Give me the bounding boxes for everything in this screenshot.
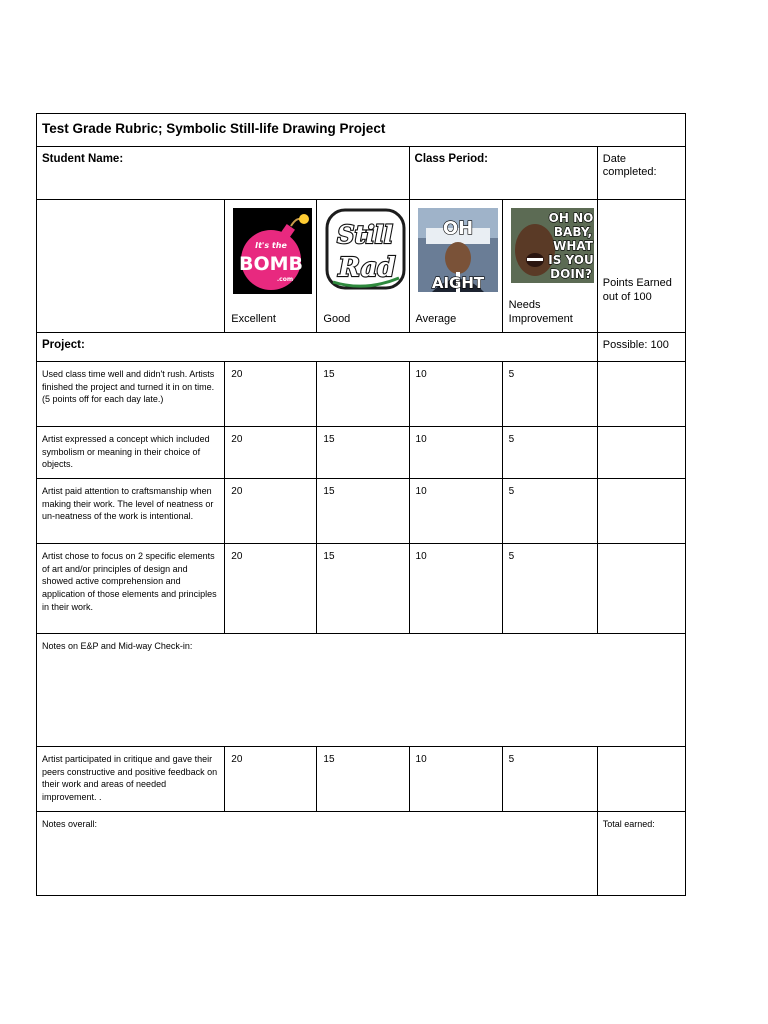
points-header-cell [597, 200, 685, 333]
oh-no-baby-meme [511, 208, 594, 287]
svg-text:OH NO: OH NO [548, 211, 593, 225]
still-rad-sticker [325, 208, 406, 294]
possible-label: Possible: 100 [597, 333, 685, 362]
points-earned-cell[interactable] [597, 544, 685, 634]
midway-notes-row [37, 634, 686, 747]
overall-notes-label: Notes overall: [37, 812, 598, 896]
score-needs-improvement: 5 [502, 427, 597, 479]
criterion-text: Artist expressed a concept which included symbolism or meaning in their choice of objects. [37, 427, 225, 479]
criterion-row [37, 544, 686, 634]
level-label-average: Average [415, 313, 457, 325]
date-completed-label: Date completed: [597, 147, 685, 200]
points-earned-cell[interactable] [597, 747, 685, 812]
svg-text:DOIN?: DOIN? [549, 267, 592, 281]
class-period-label: Class Period: [409, 147, 597, 200]
points-earned-cell[interactable] [597, 427, 685, 479]
svg-text:WHAT: WHAT [552, 239, 593, 253]
level-label-excellent: Excellent [231, 313, 276, 325]
level-excellent [225, 200, 317, 333]
level-needs-improvement [502, 200, 597, 333]
oh-aight-meme [418, 208, 498, 296]
score-good: 15 [317, 544, 409, 634]
title-row [37, 114, 686, 147]
score-needs-improvement: 5 [502, 544, 597, 634]
score-good: 15 [317, 362, 409, 427]
score-average: 10 [409, 747, 502, 812]
project-row [37, 333, 686, 362]
svg-text:BOMB: BOMB [239, 253, 304, 275]
criterion-row [37, 362, 686, 427]
svg-text:OH: OH [442, 218, 473, 239]
score-needs-improvement: 5 [502, 479, 597, 544]
svg-text:Still: Still [337, 220, 394, 249]
score-needs-improvement: 5 [502, 747, 597, 812]
criterion-text: Artist chose to focus on 2 specific elements of art and/or principles of design and showed active comprehension and application of those elements and principles in their work. [37, 544, 225, 634]
svg-text:.com: .com [277, 276, 294, 283]
criterion-text: Artist paid attention to craftsmanship when making their work. The level of neatness or un-neatness of the work is intentional. [37, 479, 225, 544]
student-name-label: Student Name: [37, 147, 410, 200]
svg-text:It's the: It's the [255, 241, 288, 250]
rubric-title: Test Grade Rubric; Symbolic Still-life Drawing Project [37, 114, 686, 147]
criterion-row [37, 479, 686, 544]
score-average: 10 [409, 479, 502, 544]
svg-text:Rad: Rad [338, 253, 397, 283]
criterion-text: Used class time well and didn't rush. Artists finished the project and turned it in on time. (5 points off for each day late.) [37, 362, 225, 427]
score-average: 10 [409, 544, 502, 634]
bomb-image [233, 208, 312, 298]
critique-row [37, 747, 686, 812]
svg-text:BABY,: BABY, [553, 225, 592, 239]
score-excellent: 20 [225, 427, 317, 479]
score-average: 10 [409, 362, 502, 427]
score-excellent: 20 [225, 479, 317, 544]
score-good: 15 [317, 747, 409, 812]
critique-text: Artist participated in critique and gave their peers constructive and positive feedback on their work and areas of needed improvement. . [37, 747, 225, 812]
svg-text:AIGHT: AIGHT [431, 274, 484, 292]
level-good [317, 200, 409, 333]
project-label: Project: [37, 333, 598, 362]
rubric-table [36, 113, 686, 896]
score-excellent: 20 [225, 747, 317, 812]
points-earned-cell[interactable] [597, 479, 685, 544]
level-label-needs-improvement: Needs Improvement [508, 299, 573, 325]
score-needs-improvement: 5 [502, 362, 597, 427]
levels-row [37, 200, 686, 333]
score-good: 15 [317, 479, 409, 544]
total-earned-label: Total earned: [597, 812, 685, 896]
points-earned-cell[interactable] [597, 362, 685, 427]
criterion-row [37, 427, 686, 479]
score-excellent: 20 [225, 544, 317, 634]
svg-text:IS YOU: IS YOU [547, 253, 594, 267]
midway-notes-label: Notes on E&P and Mid-way Check-in: [37, 634, 686, 747]
header-row [37, 147, 686, 200]
blank-cell [37, 200, 225, 333]
score-good: 15 [317, 427, 409, 479]
score-excellent: 20 [225, 362, 317, 427]
score-average: 10 [409, 427, 502, 479]
overall-notes-row [37, 812, 686, 896]
level-label-good: Good [323, 313, 351, 325]
points-earned-label: Points Earned out of 100 [602, 277, 672, 303]
level-average [409, 200, 502, 333]
